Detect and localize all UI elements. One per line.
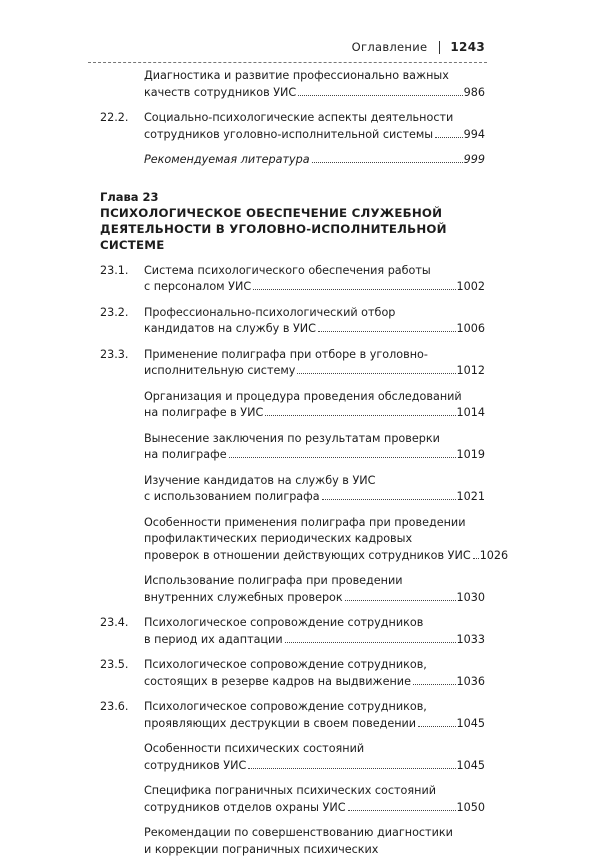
toc-page-number: 1021 xyxy=(456,490,485,503)
dot-leader xyxy=(229,457,456,458)
toc-entry-line: Изучение кандидатов на службу в УИС xyxy=(144,473,376,487)
toc-entry-line: Специфика пограничных психических состояний xyxy=(144,784,436,797)
toc-entry xyxy=(100,347,485,380)
toc-entry-line: на полиграфе в УИС xyxy=(144,406,264,419)
chapter-title-line: СИСТЕМЕ xyxy=(100,237,165,252)
toc-entry-line: Психологическое сопровождение сотрудников, xyxy=(144,658,427,671)
toc-entry xyxy=(100,389,485,422)
toc-entry xyxy=(100,657,485,690)
toc-entry-line: сотрудников УИС xyxy=(144,758,247,772)
dot-leader xyxy=(473,558,479,559)
dot-leader xyxy=(318,331,456,332)
toc-entry-text xyxy=(144,68,485,101)
toc-entry-line: кандидатов на службу в УИС xyxy=(144,322,316,335)
toc-entry-line: с использованием полиграфа xyxy=(144,490,320,503)
toc-page-number: 994 xyxy=(463,127,485,141)
header-separator xyxy=(439,41,440,54)
dot-leader xyxy=(297,373,455,374)
toc-entry-line: с персоналом УИС xyxy=(144,280,252,293)
toc-entry-number: 23.6. xyxy=(100,700,129,713)
toc-entry-line: Применение полиграфа при отборе в уголовно- xyxy=(144,347,428,361)
toc-entry-line: на полиграфе xyxy=(144,448,227,461)
toc-entry-line: в период их адаптации xyxy=(144,632,283,646)
dot-leader xyxy=(322,499,456,500)
toc-entry-line: сотрудников отделов охраны УИС xyxy=(144,800,346,814)
toc-entry xyxy=(100,431,485,464)
toc-entry-last-line xyxy=(144,489,485,506)
toc-entry-text xyxy=(144,699,485,732)
toc-entry-last-line xyxy=(144,632,485,649)
toc-page-number: 1014 xyxy=(456,406,485,419)
toc-entry xyxy=(100,110,485,143)
toc-entry-line: Система психологического обеспечения работы xyxy=(144,263,431,277)
header-page-number: 1243 xyxy=(450,40,485,54)
toc-entry-text xyxy=(144,110,485,143)
toc-entry-line: Особенности применения полиграфа при проведении xyxy=(144,515,466,529)
toc-entry-text xyxy=(144,473,485,506)
toc-entry-text xyxy=(144,431,485,464)
toc-entry-text xyxy=(144,825,485,858)
dot-leader xyxy=(312,162,463,163)
toc-entry-text xyxy=(144,615,485,648)
dot-leader xyxy=(253,289,455,290)
toc-entry-last-line xyxy=(144,152,485,169)
toc-entry-text xyxy=(144,347,485,380)
toc-entry-line: Вынесение заключения по результатам проверки xyxy=(144,431,440,445)
chapter-title-line: ДЕЯТЕЛЬНОСТИ В УГОЛОВНО-ИСПОЛНИТЕЛЬНОЙ xyxy=(100,221,447,236)
toc-entry xyxy=(100,741,485,774)
toc-entry-last-line xyxy=(144,405,485,422)
toc-page-number: 1006 xyxy=(456,322,485,335)
toc-page-number: 1033 xyxy=(456,632,485,646)
chapter-title-line: ПСИХОЛОГИЧЕСКОЕ ОБЕСПЕЧЕНИЕ СЛУЖЕБНОЙ xyxy=(100,205,443,220)
toc-entry-number: 23.2. xyxy=(100,305,129,319)
chapter-heading xyxy=(100,189,485,253)
toc-entry xyxy=(100,305,485,338)
toc-entry xyxy=(100,699,485,732)
toc-entry-line: Социально-психологические аспекты деятельности xyxy=(144,111,454,124)
dot-leader xyxy=(298,95,462,96)
toc-entry xyxy=(100,825,485,858)
toc-entry-line: проверок в отношении действующих сотрудников УИС xyxy=(144,548,471,562)
toc-entry-text xyxy=(144,305,485,338)
toc-page-number: 1045 xyxy=(456,758,485,772)
toc-entry-line: исполнительную систему xyxy=(144,364,296,377)
toc-entry-number: 22.2. xyxy=(100,111,129,124)
header-rule xyxy=(88,62,487,63)
toc-page-number: 1002 xyxy=(456,280,485,293)
toc-entry xyxy=(100,68,485,101)
toc-page-number: 986 xyxy=(463,85,485,99)
toc-entry xyxy=(100,152,485,169)
dot-leader xyxy=(265,415,455,416)
chapter-label: Глава 23 xyxy=(100,189,159,204)
toc-entry-line: Профессионально-психологический отбор xyxy=(144,305,396,319)
toc-page-number: 1030 xyxy=(456,590,485,604)
toc-entry-text xyxy=(144,389,485,422)
toc-entry xyxy=(100,473,485,506)
toc-entry-line: Особенности психических состояний xyxy=(144,742,365,755)
toc-entry-last-line xyxy=(144,674,485,691)
toc-entry-number: 23.5. xyxy=(100,658,129,671)
toc-entry-text xyxy=(144,515,509,565)
dot-leader xyxy=(418,726,455,727)
toc-entry-number: 23.4. xyxy=(100,616,129,629)
toc-page-number: 1012 xyxy=(456,364,485,377)
toc-entry-line: Использование полиграфа при проведении xyxy=(144,574,403,587)
header-section-title: Оглавление xyxy=(351,40,428,54)
toc-content xyxy=(100,68,509,867)
toc-entry-line: Диагностика и развитие профессионально важных xyxy=(144,69,449,82)
toc-entry-last-line xyxy=(144,800,485,817)
toc-entry-line: проявляющих деструкции в своем поведении xyxy=(144,716,417,730)
dot-leader xyxy=(413,684,456,685)
toc-entry-last-line xyxy=(144,716,485,733)
toc-entry-line: Рекомендации по совершенствованию диагностики xyxy=(144,826,453,839)
dot-leader xyxy=(248,768,455,769)
toc-chapter-entries xyxy=(100,263,509,859)
toc-entry xyxy=(100,263,485,296)
toc-entry-line: внутренних служебных проверок xyxy=(144,590,343,604)
dot-leader xyxy=(348,810,456,811)
toc-entry-text xyxy=(144,263,485,296)
toc-entry-last-line xyxy=(144,321,485,338)
toc-entry-line: Рекомендуемая литература xyxy=(144,153,310,166)
toc-entry-last-line xyxy=(144,548,509,565)
toc-page-number: 999 xyxy=(463,153,485,166)
toc-page-number: 1026 xyxy=(479,548,509,562)
toc-entry-line: Психологическое сопровождение сотрудников xyxy=(144,616,424,629)
toc-page-number: 1050 xyxy=(456,800,485,814)
toc-entry-text xyxy=(144,783,485,816)
running-header xyxy=(352,40,485,54)
toc-page-number: 1036 xyxy=(456,674,485,688)
toc-entry xyxy=(100,515,509,565)
toc-entry-line: профилактических периодических кадровых xyxy=(144,532,413,545)
toc-entry-line: качеств сотрудников УИС xyxy=(144,85,297,99)
toc-entry xyxy=(100,573,485,606)
dot-leader xyxy=(345,600,456,601)
toc-entry-last-line xyxy=(144,363,485,380)
toc-entry-last-line xyxy=(144,85,485,102)
dot-leader xyxy=(285,642,456,643)
toc-entry-last-line xyxy=(144,758,485,775)
toc-entry-line: Психологическое сопровождение сотрудников, xyxy=(144,700,427,713)
toc-entry-number: 23.1. xyxy=(100,263,129,277)
toc-entry xyxy=(100,615,485,648)
toc-entry xyxy=(100,783,485,816)
toc-entry-text xyxy=(144,152,485,169)
toc-entry-line: состоящих в резерве кадров на выдвижение xyxy=(144,674,411,688)
toc-entry-text xyxy=(144,657,485,690)
toc-entry-last-line xyxy=(144,127,485,144)
toc-top-entries xyxy=(100,68,485,169)
toc-entry-number: 23.3. xyxy=(100,347,129,361)
toc-entry-last-line xyxy=(144,447,485,464)
toc-page-number: 1019 xyxy=(456,448,485,461)
toc-entry-line: сотрудников уголовно-исполнительной системы xyxy=(144,127,434,141)
dot-leader xyxy=(435,137,463,138)
toc-page-number: 1045 xyxy=(456,716,485,730)
toc-entry-line: и коррекции пограничных психических xyxy=(144,842,379,856)
toc-entry-last-line xyxy=(144,590,485,607)
toc-entry-text xyxy=(144,573,485,606)
toc-entry-text xyxy=(144,741,485,774)
toc-entry-last-line xyxy=(144,279,485,296)
toc-entry-line: Организация и процедура проведения обследований xyxy=(144,389,462,403)
